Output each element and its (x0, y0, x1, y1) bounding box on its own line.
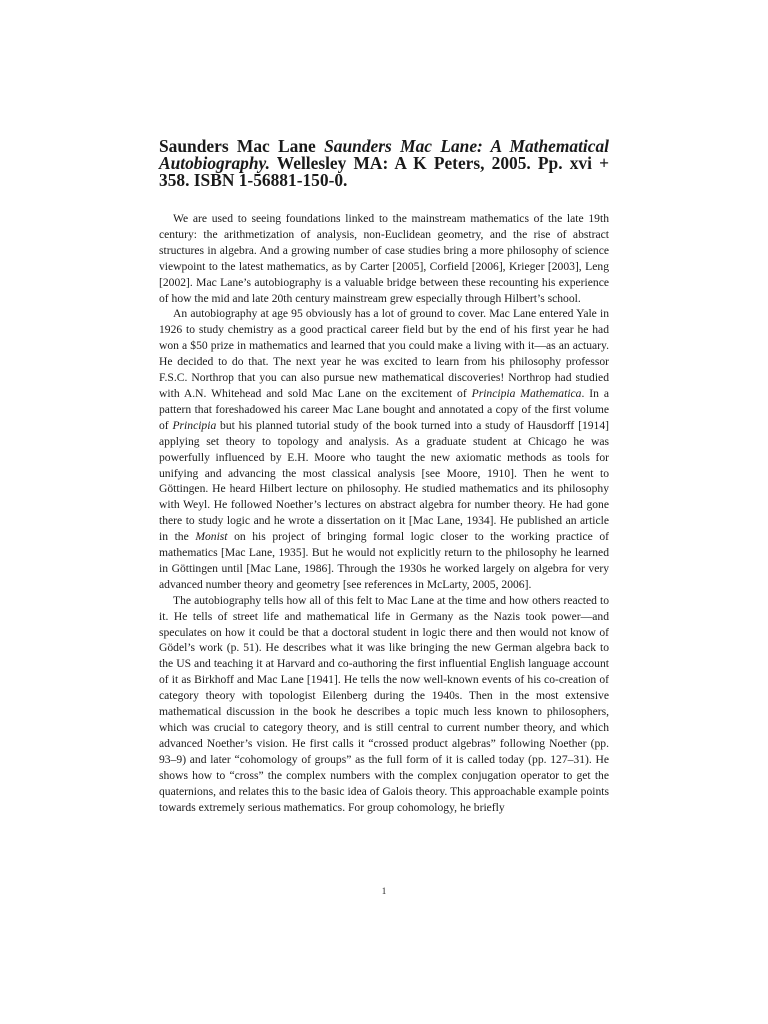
body-paragraph (159, 306, 609, 592)
page-number: 1 (381, 886, 387, 896)
review-heading (159, 138, 609, 189)
heading-publication: Wellesley MA: A K Peters, 2005. Pp. xvi + 358. ISBN 1-56881-150-0. (159, 153, 609, 190)
text-run: . In a pattern that foreshadowed his career Mac Lane bought and annotated a copy of the first volume of (159, 386, 609, 432)
body-paragraph (159, 593, 609, 816)
text-run: on his project of bringing formal logic closer to the working practice of mathematics [Mac Lane, 1935]. But he would not explicitly return to the philosophy he learned in Göttingen until [Mac Lane, 1986]. Through the 1930s he worked largely on algebra for very advanced number theory and geometry [see references in McLarty, 2005, 2006]. (159, 530, 609, 591)
heading-book-title: Saunders Mac Lane: A Mathematical Autobiography. (159, 136, 609, 173)
text-run: but his planned tutorial study of the book turned into a study of Hausdorff [1914] applying set theory to topology and analysis. As a graduate student at Chicago he was powerfully influenced by E.H. Moore who taught the new axiomatic methods as tools for unifying and advancing the most classical analysis [see Moore, 1910]. Then he went to Göttingen. He heard Hilbert lecture on philosophy. He studied mathematics and its philosophy with Weyl. He followed Noether’s lectures on abstract algebra for number theory. He had gone there to study logic and he wrote a dissertation on it [Mac Lane, 1934]. He published an article in the (159, 418, 609, 544)
italic-title-run: Monist (195, 530, 228, 544)
document-page (159, 138, 609, 815)
italic-title-run: Principia (172, 418, 217, 432)
italic-title-run: Principia Mathematica (471, 386, 582, 400)
text-run: An autobiography at age 95 obviously has a lot of ground to cover. Mac Lane entered Yale in 1926 to study chemistry as a good practical career field but by the end of his first year he had won a $50 prize in mathematics and learned that you could make a living with it—as an actuary. He decided to do that. The next year he was excited to learn from his philosophy professor F.S.C. Northrop that you can also pursue new mathematical discoveries! Northrop had studied with A.N. Whitehead and sold Mac Lane on the excitement of (159, 307, 609, 400)
review-body (159, 211, 609, 815)
body-paragraph (159, 211, 609, 306)
text-run: We are used to seeing foundations linked to the mainstream mathematics of the late 19th century: the arithmetization of analysis, non-Euclidean geometry, and the rise of abstract structures in algebra. And a growing number of case studies bring a more philosophy of science viewpoint to the latest mathematics, as by Carter [2005], Corfield [2006], Krieger [2003], Leng [2002]. Mac Lane’s autobiography is a valuable bridge between these recounting his experience of how the mid and late 20th century mainstream grew especially through Hilbert’s school. (159, 212, 609, 305)
text-run: The autobiography tells how all of this felt to Mac Lane at the time and how others reacted to it. He tells of street life and mathematical life in Germany as the Nazis took power—and speculates on how it could be that a doctoral student in logic there and then would not know of Gödel’s work (p. 51). He describes what it was like bringing the new German algebra back to the US and teaching it at Harvard and co-authoring the first influential English language account of it as Birkhoff and Mac Lane [1941]. He tells the now well-known events of his co-creation of category theory with topologist Eilenberg during the 1940s. Then in the most extensive mathematical discussion in the book he describes a topic much less known to philosophers, which was crucial to category theory, and is still central to current number theory, and which advanced Noether’s vision. He first calls it “crossed product algebras” following Noether (pp. 93–9) and later “cohomology of groups” as the full form of it is called today (pp. 127–31). He shows how to “cross” the complex numbers with the complex conjugation operator to get the quaternions, and relates this to the basic idea of Galois theory. This approachable example points towards extremely serious mathematics. For group cohomology, he briefly (159, 593, 609, 814)
heading-author: Saunders Mac Lane (159, 136, 316, 156)
